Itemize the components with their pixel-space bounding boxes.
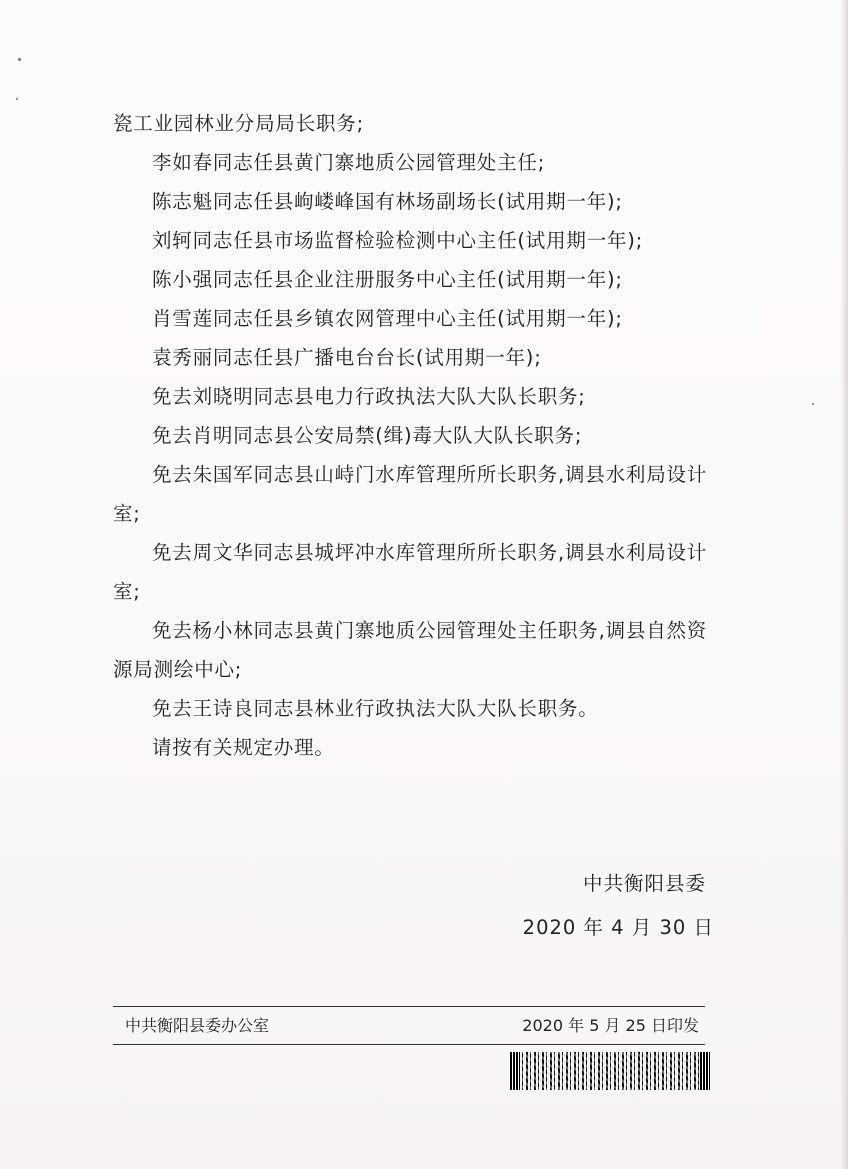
paragraph: 刘轲同志任县市场监督检验检测中心主任(试用期一年); bbox=[152, 229, 644, 252]
scan-speck bbox=[16, 98, 18, 100]
paragraph: 瓷工业园林业分局局长职务; bbox=[113, 112, 364, 135]
signature-block bbox=[523, 862, 714, 950]
paragraph: 陈志魁同志任县岣嵝峰国有林场副场长(试用期一年); bbox=[152, 190, 623, 213]
paragraph: 免去杨小林同志县黄门寨地质公园管理处主任职务,调县自然资源局测绘中心; bbox=[113, 619, 708, 681]
scan-edge-shadow bbox=[840, 0, 848, 1169]
paragraph: 李如春同志任县黄门寨地质公园管理处主任; bbox=[152, 151, 546, 174]
barcode-left-guard bbox=[510, 1052, 520, 1090]
footer-print-date: 2020 年 5 月 25 日印发 bbox=[522, 1016, 699, 1035]
paragraph: 免去肖明同志县公安局禁(缉)毒大队大队长职务; bbox=[152, 424, 583, 447]
barcode-right-guard bbox=[700, 1052, 710, 1090]
paragraph: 免去周文华同志县城坪冲水库管理所所长职务,调县水利局设计室; bbox=[113, 541, 708, 603]
scan-speck bbox=[18, 58, 21, 61]
paragraph: 袁秀丽同志任县广播电台台长(试用期一年); bbox=[152, 346, 542, 369]
paragraph: 免去王诗良同志县林业行政执法大队大队长职务。 bbox=[152, 697, 599, 720]
paragraph: 肖雪莲同志任县乡镇农网管理中心主任(试用期一年); bbox=[152, 307, 623, 330]
document-body bbox=[113, 104, 718, 767]
paragraph: 陈小强同志任县企业注册服务中心主任(试用期一年); bbox=[152, 268, 623, 291]
scan-speck bbox=[812, 403, 814, 405]
paragraph: 请按有关规定办理。 bbox=[152, 736, 335, 759]
signature-org: 中共衡阳县委 bbox=[582, 872, 706, 895]
signature-date: 2020 年 4 月 30 日 bbox=[522, 916, 714, 939]
paragraph: 免去刘晓明同志县电力行政执法大队大队长职务; bbox=[152, 385, 586, 408]
footer-issuer: 中共衡阳县委办公室 bbox=[125, 1016, 270, 1035]
print-footer bbox=[113, 1006, 705, 1045]
barcode-icon bbox=[510, 1052, 710, 1090]
paragraph: 免去朱国军同志县山峙门水库管理所所长职务,调县水利局设计室; bbox=[113, 463, 708, 525]
